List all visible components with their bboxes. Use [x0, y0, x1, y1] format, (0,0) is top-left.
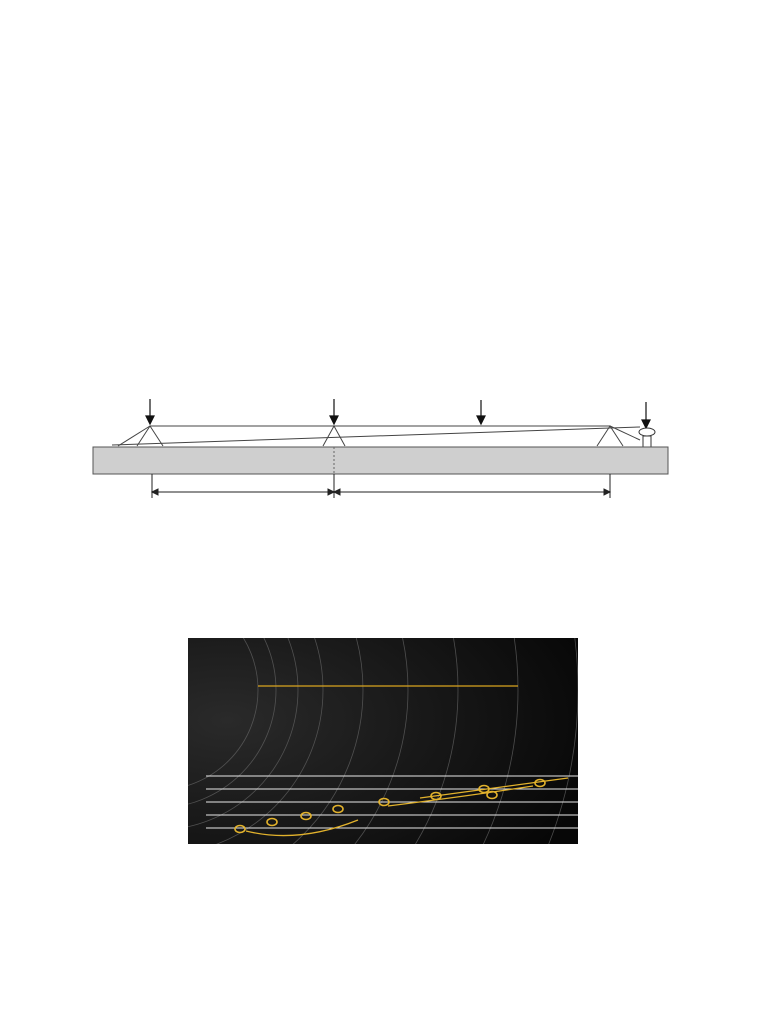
label-arrows — [146, 399, 650, 428]
ratio-dimensions — [152, 474, 610, 498]
tuning-peg — [639, 428, 655, 447]
solid-base — [93, 447, 668, 474]
planet-interval-figure — [188, 638, 578, 844]
space-background — [188, 638, 578, 844]
monochord-diagram — [0, 300, 768, 500]
string-and-bridges — [112, 426, 640, 446]
